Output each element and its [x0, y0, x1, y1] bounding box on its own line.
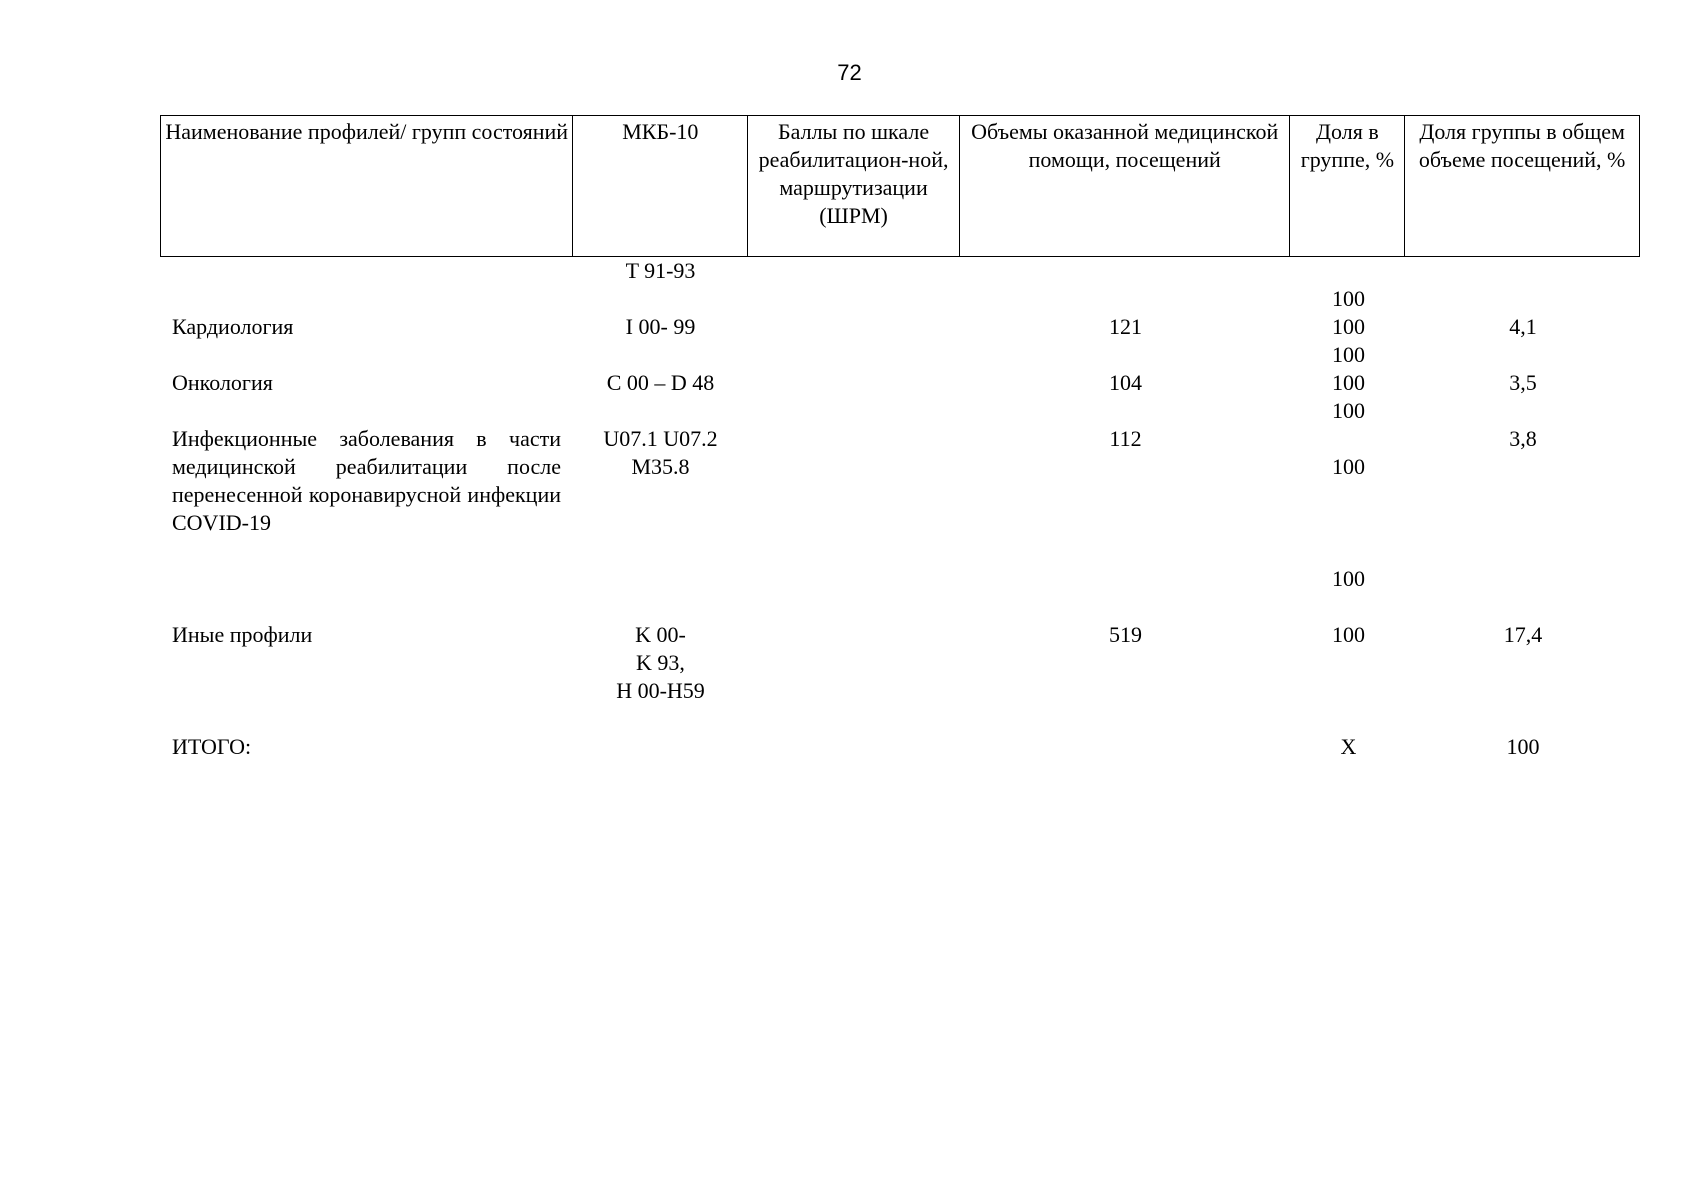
share-cell: 100	[1332, 622, 1365, 647]
table-row	[160, 369, 1640, 397]
header-share-in-group: Доля в группе, %	[1290, 116, 1405, 256]
volume-cell: 104	[1109, 370, 1142, 395]
profile-cell: Иные профили	[172, 622, 313, 647]
share-cell: 100	[1332, 286, 1365, 311]
icd-cell: U07.1 U07.2 M35.8	[603, 426, 718, 479]
icd-cell: I 00- 99	[625, 314, 696, 339]
share-cell: 100	[1332, 566, 1365, 591]
total-share-cell: 3,5	[1509, 370, 1537, 395]
table-row	[160, 313, 1640, 341]
total-share-cell: 100	[1506, 734, 1540, 759]
volume-cell: 121	[1109, 314, 1142, 339]
icd-cell: T 91-93	[625, 258, 696, 283]
header-score: Баллы по шкале реабилитацион-ной, маршрутизации (ШРМ)	[748, 116, 960, 256]
icd-cell: K 00- K 93, H 00-H59	[616, 622, 705, 703]
table-row	[160, 285, 1640, 313]
share-cell: 100	[1332, 370, 1365, 395]
profile-cell: Кардиология	[172, 314, 294, 339]
header-icd: МКБ-10	[573, 116, 748, 256]
header-share-total: Доля группы в общем объеме посещений, %	[1418, 119, 1626, 172]
total-share-cell: 3,8	[1509, 426, 1537, 451]
share-cell: 100	[1332, 342, 1365, 367]
page-number: 72	[837, 60, 862, 85]
table-body	[160, 257, 1640, 761]
table-row	[160, 341, 1640, 369]
header-volume: Объемы оказанной медицинской помощи, посещений	[960, 116, 1291, 256]
volume-cell: 519	[1109, 622, 1142, 647]
share-cell: 100	[1332, 454, 1365, 479]
share-cell: 100	[1332, 398, 1365, 423]
header-profile: Наименование профилей/ групп состояний	[161, 116, 573, 256]
total-label: ИТОГО:	[172, 734, 252, 759]
table-row	[160, 397, 1640, 425]
table-row	[160, 621, 1640, 705]
total-share-cell: 4,1	[1509, 314, 1537, 339]
share-cell: X	[1340, 734, 1357, 759]
table-row	[160, 425, 1640, 621]
table-row-total	[160, 733, 1640, 761]
table-header	[160, 115, 1640, 257]
profile-cell: Инфекционные заболевания в части медицинской реабилитации после перенесенной коронавирусной инфекции COVID-19	[172, 426, 561, 535]
share-cell: 100	[1332, 314, 1365, 339]
total-share-cell: 17,4	[1503, 622, 1543, 647]
icd-cell: C 00 – D 48	[606, 370, 715, 395]
profile-cell: Онкология	[172, 370, 273, 395]
table-row	[160, 257, 1640, 285]
volume-cell: 112	[1109, 426, 1142, 451]
